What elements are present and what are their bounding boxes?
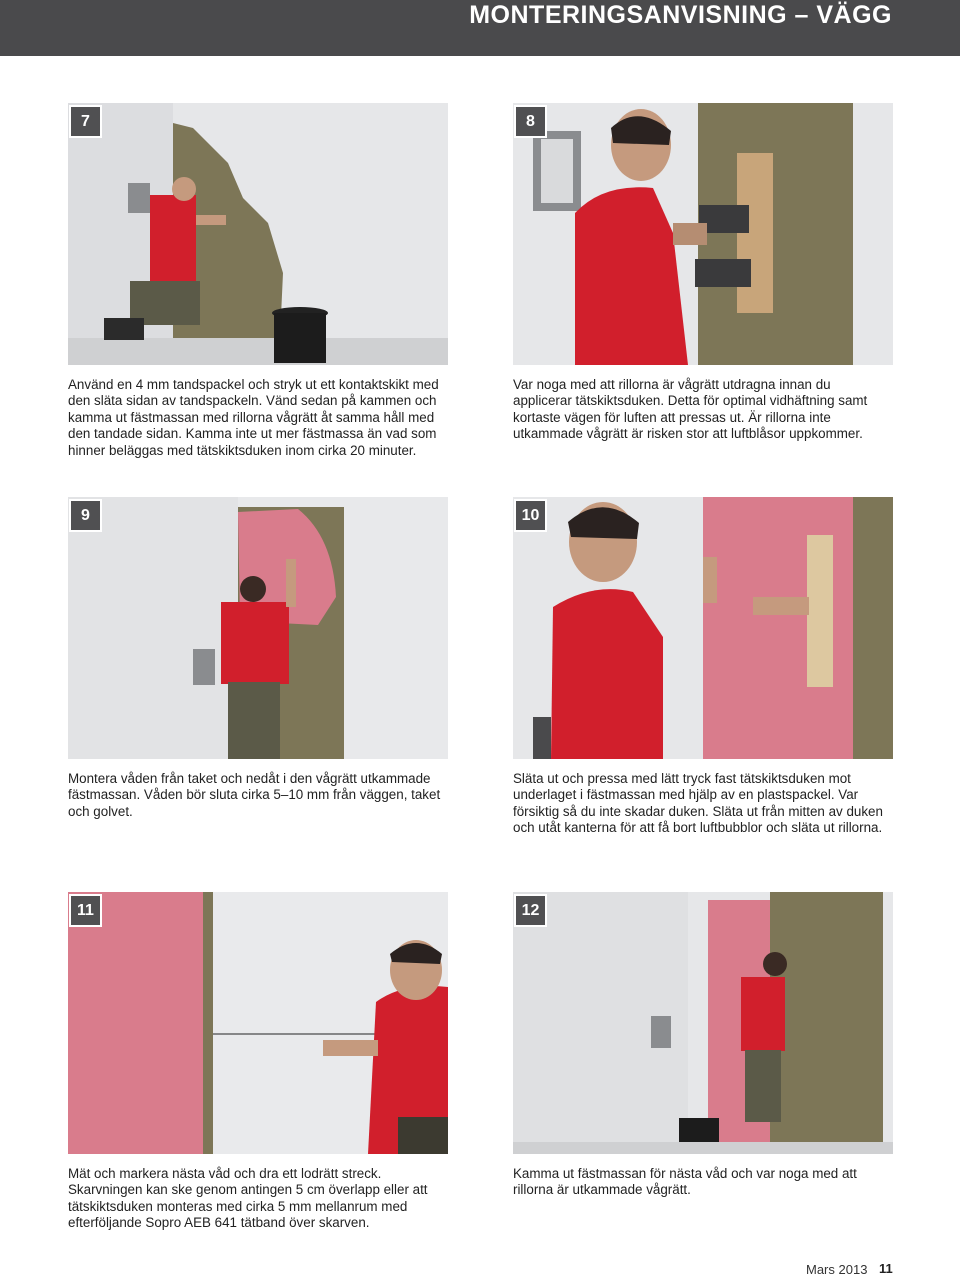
step-7-photo — [68, 103, 448, 365]
step-7-caption: Använd en 4 mm tandspackel och stryk ut ett kontaktskikt med den släta sidan av tandspackeln. Vänd sedan på kammen och kamma ut fästmassan med rillorna vågrätt åt samma håll med den tandade sidan. Kamma inte ut mer fästmassa än vad som hinner beläggas med tätskiktsduken inom cirka 20 minuter. — [68, 377, 439, 458]
step-11-photo — [68, 892, 448, 1154]
step-8-number: 8 — [514, 105, 547, 138]
step-9-number: 9 — [69, 499, 102, 532]
step-7 — [68, 103, 448, 459]
step-10-photo — [513, 497, 893, 759]
page-header — [0, 0, 960, 56]
step-12-photo — [513, 892, 893, 1154]
step-11-caption: Mät och markera nästa våd och dra ett lodrätt streck. Skarvningen kan ske genom antingen 5 cm överlapp eller att tätskiktsduken monteras med cirka 5 mm mellanrum med efterföljande Sopro AEB 641 tätband över skarven. — [68, 1166, 428, 1231]
page-title: MONTERINGSANVISNING – VÄGG — [469, 1, 892, 29]
step-11 — [68, 892, 448, 1232]
step-8-caption: Var noga med att rillorna är vågrätt utdragna innan du applicerar tätskiktsduken. Detta för optimal vidhäftning samt kortaste vägen för luften att pressas ut. Är rillorna inte utkammade vågrätt är risken stor att luftblåsor uppkommer. — [513, 377, 868, 442]
step-10 — [513, 497, 893, 837]
page-number: 11 — [879, 1261, 893, 1276]
step-10-caption: Släta ut och pressa med lätt tryck fast tätskiktsduken mot underlaget i fästmassan med hjälp av en plastspackel. Var försiktig så du inte skadar duken. Släta ut från mitten av duken och utåt kanterna för att få bort luftbubblor och släta ut rillorna. — [513, 771, 883, 836]
step-8-photo — [513, 103, 893, 365]
step-7-number: 7 — [69, 105, 102, 138]
step-10-illustration — [513, 497, 893, 759]
step-9-caption: Montera våden från taket och nedåt i den vågrätt utkammade fästmassan. Våden bör sluta cirka 5–10 mm från väggen, taket och golvet. — [68, 771, 441, 819]
step-12-illustration — [513, 892, 893, 1154]
step-8 — [513, 103, 893, 443]
step-12 — [513, 892, 893, 1199]
step-12-caption: Kamma ut fästmassan för nästa våd och var noga med att rillorna är utkammade vågrätt. — [513, 1166, 857, 1198]
step-11-number: 11 — [69, 894, 102, 927]
step-9 — [68, 497, 448, 820]
step-9-photo — [68, 497, 448, 759]
step-9-illustration — [68, 497, 448, 759]
step-11-illustration — [68, 892, 448, 1154]
step-10-number: 10 — [514, 499, 547, 532]
step-7-illustration — [68, 103, 448, 365]
step-12-number: 12 — [514, 894, 547, 927]
step-8-illustration — [513, 103, 893, 365]
footer-month: Mars 2013 — [806, 1262, 868, 1277]
